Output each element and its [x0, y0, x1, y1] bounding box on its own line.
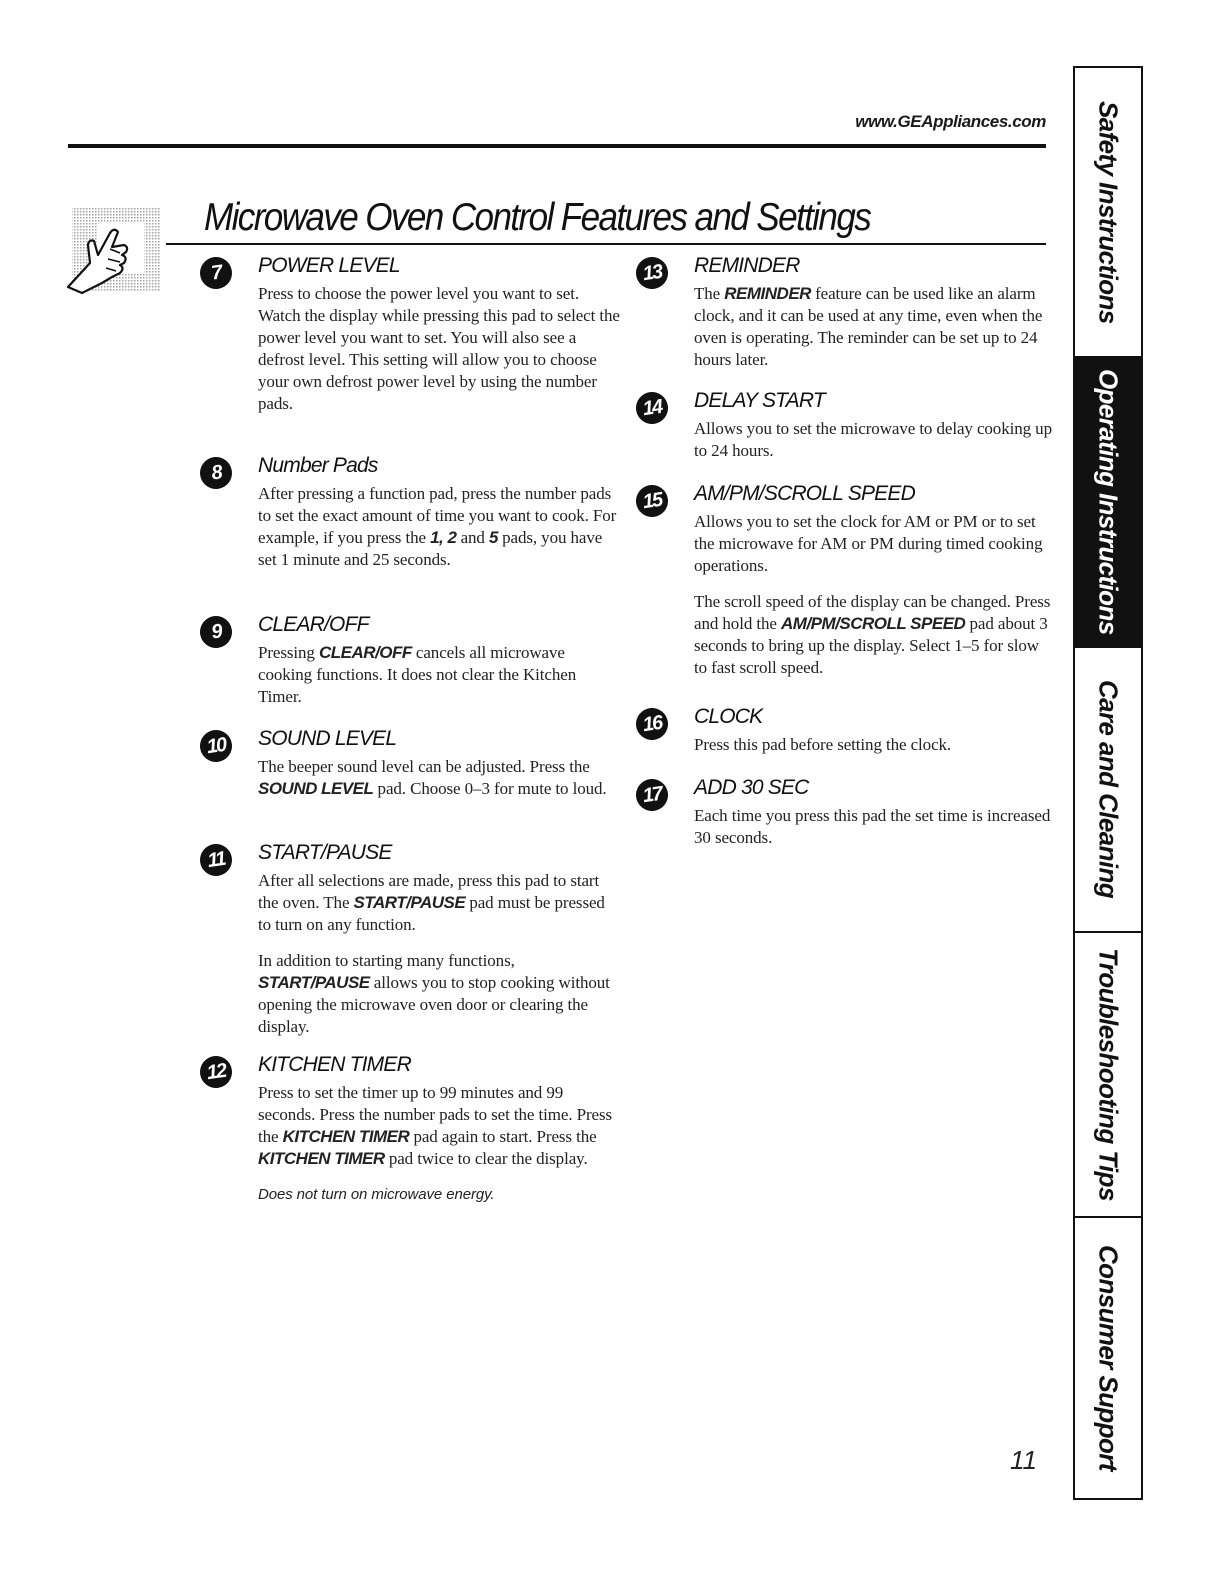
tab-label: Consumer Support — [1093, 1245, 1124, 1471]
feature-number-badge: 14 — [634, 390, 670, 426]
title-rule — [166, 243, 1046, 245]
feature-number-badge: 13 — [634, 255, 670, 291]
tab-label: Care and Cleaning — [1093, 680, 1124, 899]
feature-number-badge: 15 — [634, 483, 670, 519]
feature-am-pm-scroll-speed — [636, 481, 1056, 693]
feature-text — [258, 283, 620, 415]
feature-number-badge: 9 — [198, 614, 234, 650]
feature-heading: ADD 30 SEC — [694, 776, 809, 799]
feature-text — [258, 756, 620, 800]
feature-note: Does not turn on microwave energy. — [258, 1186, 495, 1203]
feature-heading: AM/PM/SCROLL SPEED — [694, 482, 915, 505]
feature-text — [694, 734, 1056, 756]
feature-heading: CLEAR/OFF — [258, 613, 369, 636]
feature-paragraph: Press to set the timer up to 99 minutes and 99 seconds. Press the number pads to set the time. Press the KITCHEN TIMER pad again to start. Press the KITCHEN TIMER pad twice to clear the display. — [258, 1083, 613, 1168]
feature-heading: DELAY START — [694, 389, 825, 412]
feature-add-30-sec — [636, 775, 1056, 863]
feature-paragraph: In addition to starting many functions, START/PAUSE allows you to stop cooking without opening the microwave oven door or clearing the display. — [258, 951, 610, 1036]
pad-name: START/PAUSE — [258, 973, 370, 992]
feature-clear-off — [200, 612, 620, 722]
feature-paragraph: Each time you press this pad the set time is increased 30 seconds. — [694, 806, 1051, 847]
feature-clock — [636, 704, 1056, 770]
feature-paragraph: After all selections are made, press this pad to start the oven. The START/PAUSE pad must be pressed to turn on any function. — [258, 871, 605, 934]
feature-number-badge: 8 — [198, 455, 234, 491]
tab-operating-instructions[interactable] — [1075, 358, 1141, 648]
tab-troubleshooting-tips[interactable] — [1075, 933, 1141, 1218]
feature-paragraph: The beeper sound level can be adjusted. Press the SOUND LEVEL pad. Choose 0–3 for mute to loud. — [258, 757, 607, 798]
tab-consumer-support[interactable] — [1075, 1218, 1141, 1498]
feature-heading: REMINDER — [694, 254, 800, 277]
feature-text — [694, 805, 1056, 849]
feature-paragraph: Allows you to set the clock for AM or PM or to set the microwave for AM or PM during timed cooking operations. — [694, 512, 1043, 575]
header-rule — [68, 144, 1046, 148]
pad-name: 1, 2 — [430, 528, 457, 547]
pad-name: KITCHEN TIMER — [282, 1127, 410, 1146]
tab-safety-instructions[interactable] — [1075, 68, 1141, 358]
feature-heading: SOUND LEVEL — [258, 727, 397, 750]
feature-paragraph: Allows you to set the microwave to delay cooking up to 24 hours. — [694, 419, 1052, 460]
feature-heading: KITCHEN TIMER — [258, 1053, 411, 1076]
feature-paragraph: Press to choose the power level you want to set. Watch the display while pressing this pad to select the power level you want to set. You will also see a defrost level. This setting will allow you to choose your own defrost power level by using the number pads. — [258, 284, 620, 413]
feature-kitchen-timer — [200, 1052, 620, 1220]
section-tabs — [1073, 66, 1143, 1500]
feature-paragraph: Press this pad before setting the clock. — [694, 735, 952, 754]
feature-number-badge: 16 — [634, 706, 670, 742]
page-title: Microwave Oven Control Features and Settings — [204, 196, 871, 239]
tab-label: Operating Instructions — [1093, 369, 1124, 635]
feature-sound-level — [200, 726, 620, 814]
pad-name: KITCHEN TIMER — [258, 1149, 385, 1168]
feature-delay-start — [636, 388, 1056, 476]
feature-reminder — [636, 253, 1056, 385]
page-number: 11 — [1010, 1445, 1037, 1475]
pad-name: START/PAUSE — [353, 893, 466, 912]
feature-text — [694, 511, 1056, 679]
tab-label: Troubleshooting Tips — [1093, 948, 1124, 1201]
feature-paragraph: The scroll speed of the display can be changed. Press and hold the AM/PM/SCROLL SPEED pad about 3 seconds to bring up the display. Select 1–5 for slow to fast scroll speed. — [694, 592, 1051, 677]
feature-text — [694, 418, 1056, 462]
feature-text — [694, 283, 1056, 371]
feature-number-badge: 11 — [198, 842, 234, 878]
feature-number-badge: 10 — [198, 728, 234, 764]
feature-number-badge: 17 — [634, 777, 670, 813]
pad-name: SOUND LEVEL — [258, 779, 374, 798]
feature-heading: CLOCK — [694, 705, 763, 728]
feature-paragraph: Pressing CLEAR/OFF cancels all microwave cooking functions. It does not clear the Kitchen Timer. — [258, 643, 577, 706]
feature-text — [258, 870, 620, 1038]
pad-name: REMINDER — [724, 284, 811, 303]
feature-heading: START/PAUSE — [258, 841, 392, 864]
feature-text — [258, 483, 620, 571]
tab-label: Safety Instructions — [1093, 100, 1124, 324]
hand-pointing-icon — [62, 205, 162, 297]
website-url: www.GEAppliances.com — [855, 112, 1046, 131]
feature-heading: Number Pads — [258, 454, 378, 477]
feature-power-level — [200, 253, 620, 429]
feature-number-pads — [200, 453, 620, 585]
feature-start-pause — [200, 840, 620, 1052]
feature-number-badge: 7 — [198, 255, 234, 291]
feature-heading: POWER LEVEL — [258, 254, 400, 277]
feature-paragraph: After pressing a function pad, press the number pads to set the exact amount of time you want to cook. For example, if you press the 1, 2 and 5 pads, you have set 1 minute and 25 seconds. — [258, 484, 617, 569]
tab-care-and-cleaning[interactable] — [1075, 648, 1141, 933]
feature-text — [258, 1082, 620, 1170]
feature-paragraph: The REMINDER feature can be used like an alarm clock, and it can be used at any time, even when the oven is operating. The reminder can be set up to 24 hours later. — [694, 284, 1043, 369]
feature-number-badge: 12 — [198, 1054, 234, 1090]
feature-text — [258, 642, 620, 708]
pad-name: AM/PM/SCROLL SPEED — [781, 614, 966, 633]
pad-name: CLEAR/OFF — [318, 643, 412, 662]
pad-name: 5 — [488, 528, 498, 547]
